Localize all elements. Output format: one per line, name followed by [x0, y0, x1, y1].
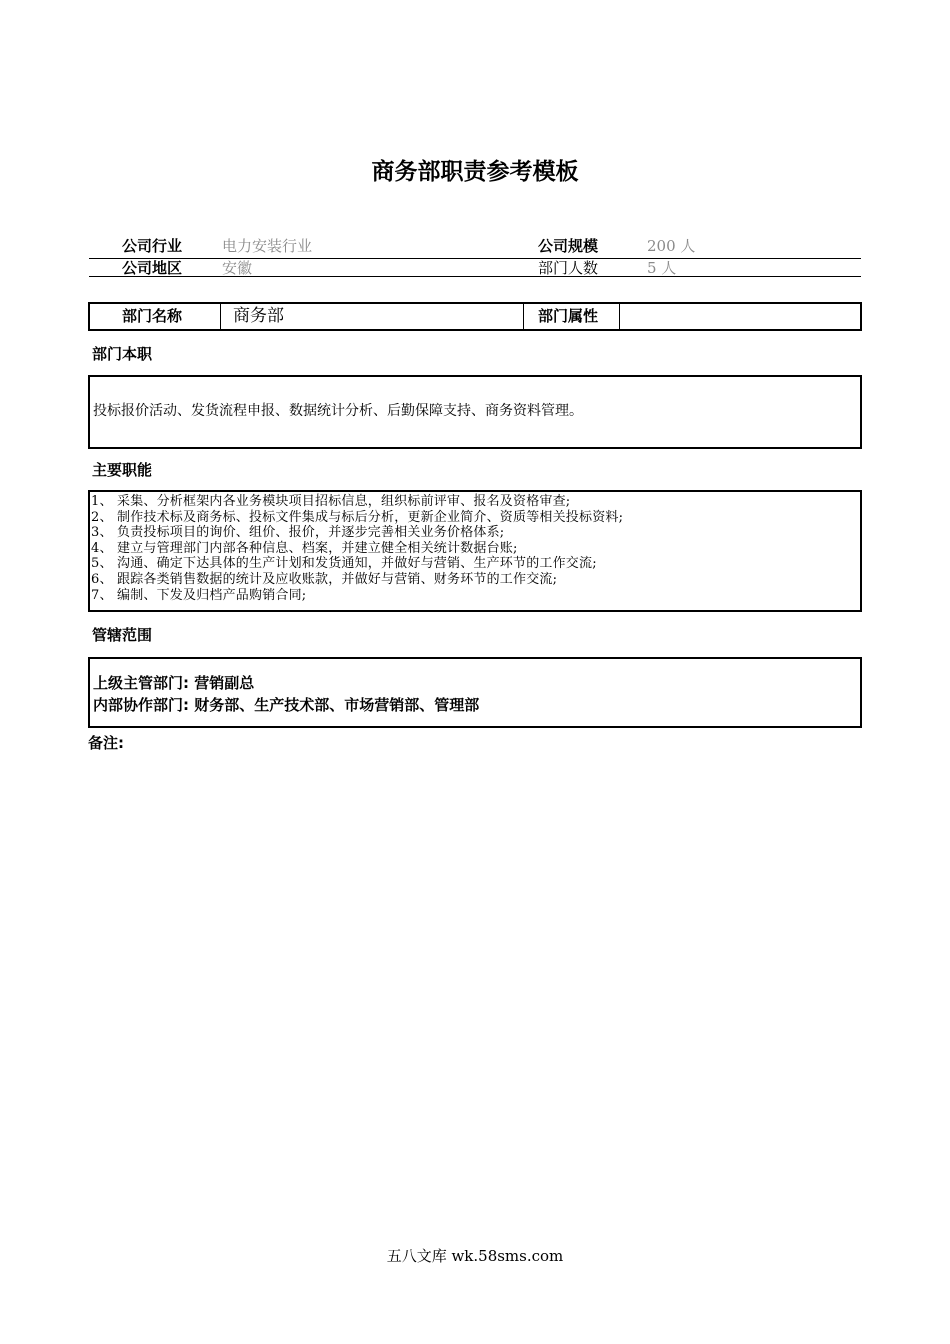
- list-item: 7、 编制、下发及归档产品购销合同;: [91, 587, 307, 603]
- dept-name-value: 商务部: [233, 306, 284, 326]
- functions-list: [91, 494, 623, 603]
- list-item: 2、 制作技术标及商务标、投标文件集成与标后分析，更新企业简介、资质等相关投标资料;: [91, 509, 624, 525]
- dept-name-label: 部门名称: [122, 307, 183, 325]
- row-divider: [89, 258, 861, 259]
- department-table: [88, 302, 862, 331]
- list-item: 5、 沟通、确定下达具体的生产计划和发货通知，并做好与营销、生产环节的工作交流;: [91, 556, 597, 572]
- scale-label: 公司规模: [538, 237, 599, 255]
- scope-heading: 管辖范围: [92, 626, 153, 644]
- functions-heading: 主要职能: [92, 461, 153, 479]
- scale-value: 200 人: [647, 237, 696, 255]
- footer-text: 五八文库 wk.58sms.com: [386, 1247, 564, 1265]
- cell-divider: [220, 303, 221, 330]
- page-title: 商务部职责参考模板: [371, 159, 579, 185]
- list-item: 6、 跟踪各类销售数据的统计及应收账款，并做好与营销、财务环节的工作交流;: [91, 571, 558, 587]
- headcount-label: 部门人数: [538, 259, 599, 277]
- industry-label: 公司行业: [122, 237, 183, 255]
- cooperation-departments: 内部协作部门: 财务部、生产技术部、市场营销部、管理部: [93, 696, 480, 714]
- remarks-label: 备注:: [88, 734, 124, 752]
- headcount-value: 5 人: [647, 259, 677, 277]
- region-label: 公司地区: [122, 259, 183, 277]
- industry-value: 电力安装行业: [222, 237, 313, 255]
- duty-heading: 部门本职: [92, 345, 153, 363]
- duty-text: 投标报价活动、发货流程申报、数据统计分析、后勤保障支持、商务资料管理。: [93, 403, 583, 419]
- cell-divider: [619, 303, 620, 330]
- region-value: 安徽: [222, 259, 253, 277]
- list-item: 1、 采集、分析框架内各业务模块项目招标信息，组织标前评审、报名及资格审查;: [91, 494, 571, 509]
- row-divider: [89, 276, 861, 277]
- dept-attr-label: 部门属性: [538, 307, 599, 325]
- list-item: 3、 负责投标项目的询价、组价、报价，并逐步完善相关业务价格体系;: [91, 525, 505, 541]
- superior-department: 上级主管部门: 营销副总: [93, 674, 255, 692]
- list-item: 4、 建立与管理部门内部各种信息、档案，并建立健全相关统计数据台账;: [91, 540, 518, 556]
- cell-divider: [523, 303, 524, 330]
